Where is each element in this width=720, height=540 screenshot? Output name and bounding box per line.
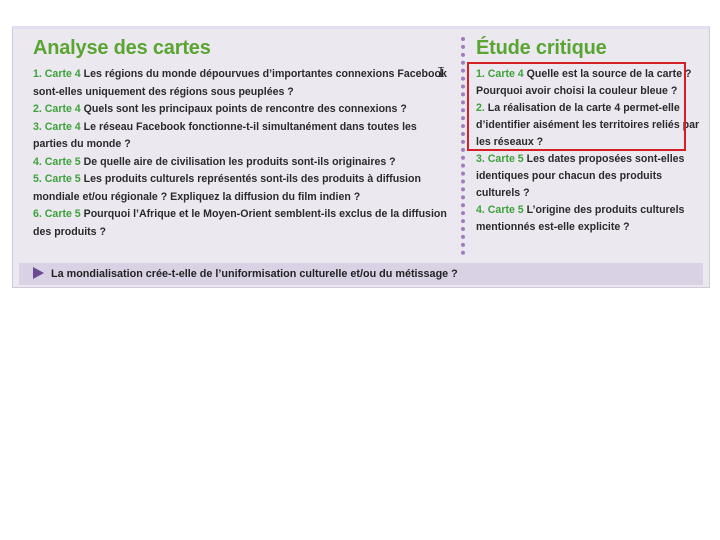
analysis-column <box>33 37 453 241</box>
text-cursor-icon <box>437 67 445 77</box>
item-text: Quelle est la source de la carte ? Pourquoi avoir choisi la couleur bleue ? <box>476 68 692 97</box>
item-text: L’origine des produits culturels mentionnés est-elle explicite ? <box>476 204 685 233</box>
document-panel <box>12 26 710 288</box>
item-number: 3. Carte 4 <box>33 120 81 133</box>
item-text: Les régions du monde dépourvues d’importantes connexions Facebook sont-elles uniquement des régions sous peuplées ? <box>33 68 447 98</box>
item-number: 4. Carte 5 <box>476 204 524 216</box>
problem-question: La mondialisation crée-t-elle de l’uniformisation culturelle et/ou du métissage ? <box>51 268 458 280</box>
analysis-item <box>33 66 453 101</box>
analysis-item <box>33 206 453 241</box>
dotted-divider <box>461 37 465 255</box>
item-text: Quels sont les principaux points de rencontre des connexions ? <box>80 103 407 115</box>
item-number: 2. <box>476 102 485 114</box>
item-text: Les dates proposées sont-elles identiques pour chacun des produits culturels ? <box>476 153 685 199</box>
analysis-item <box>33 119 453 154</box>
item-number: 3. Carte 5 <box>476 153 524 165</box>
item-text: Les produits culturels représentés sont-ils des produits à diffusion mondiale et/ou régionale ? Expliquez la diffusion du film indien ? <box>33 173 421 203</box>
analysis-title: Analyse des cartes <box>33 37 211 59</box>
play-arrow-icon <box>33 267 44 279</box>
item-number: 5. Carte 5 <box>33 173 81 185</box>
item-text: Le réseau Facebook fonctionne-t-il simultanément dans toutes les parties du monde ? <box>33 120 417 150</box>
item-text: La réalisation de la carte 4 permet-elle d’identifier aisément les territoires reliés par les réseaux ? <box>476 102 700 148</box>
critique-item <box>476 202 704 236</box>
item-number: 6. Carte 5 <box>33 208 81 220</box>
analysis-item <box>33 171 453 206</box>
analysis-item <box>33 154 453 172</box>
item-text: Pourquoi l’Afrique et le Moyen-Orient semblent-ils exclus de la diffusion des produits ? <box>33 208 447 238</box>
critique-title: Étude critique <box>476 37 607 59</box>
item-number: 2. Carte 4 <box>33 103 81 115</box>
item-number: 1. Carte 4 <box>33 68 81 80</box>
problem-question-bar <box>19 263 703 285</box>
item-text: De quelle aire de civilisation les produits sont-ils originaires ? <box>80 155 396 168</box>
item-number: 1. Carte 4 <box>476 68 524 80</box>
highlight-box <box>467 62 686 151</box>
analysis-item <box>33 101 453 119</box>
item-number: 4. Carte 5 <box>33 155 81 168</box>
critique-item <box>476 151 704 202</box>
